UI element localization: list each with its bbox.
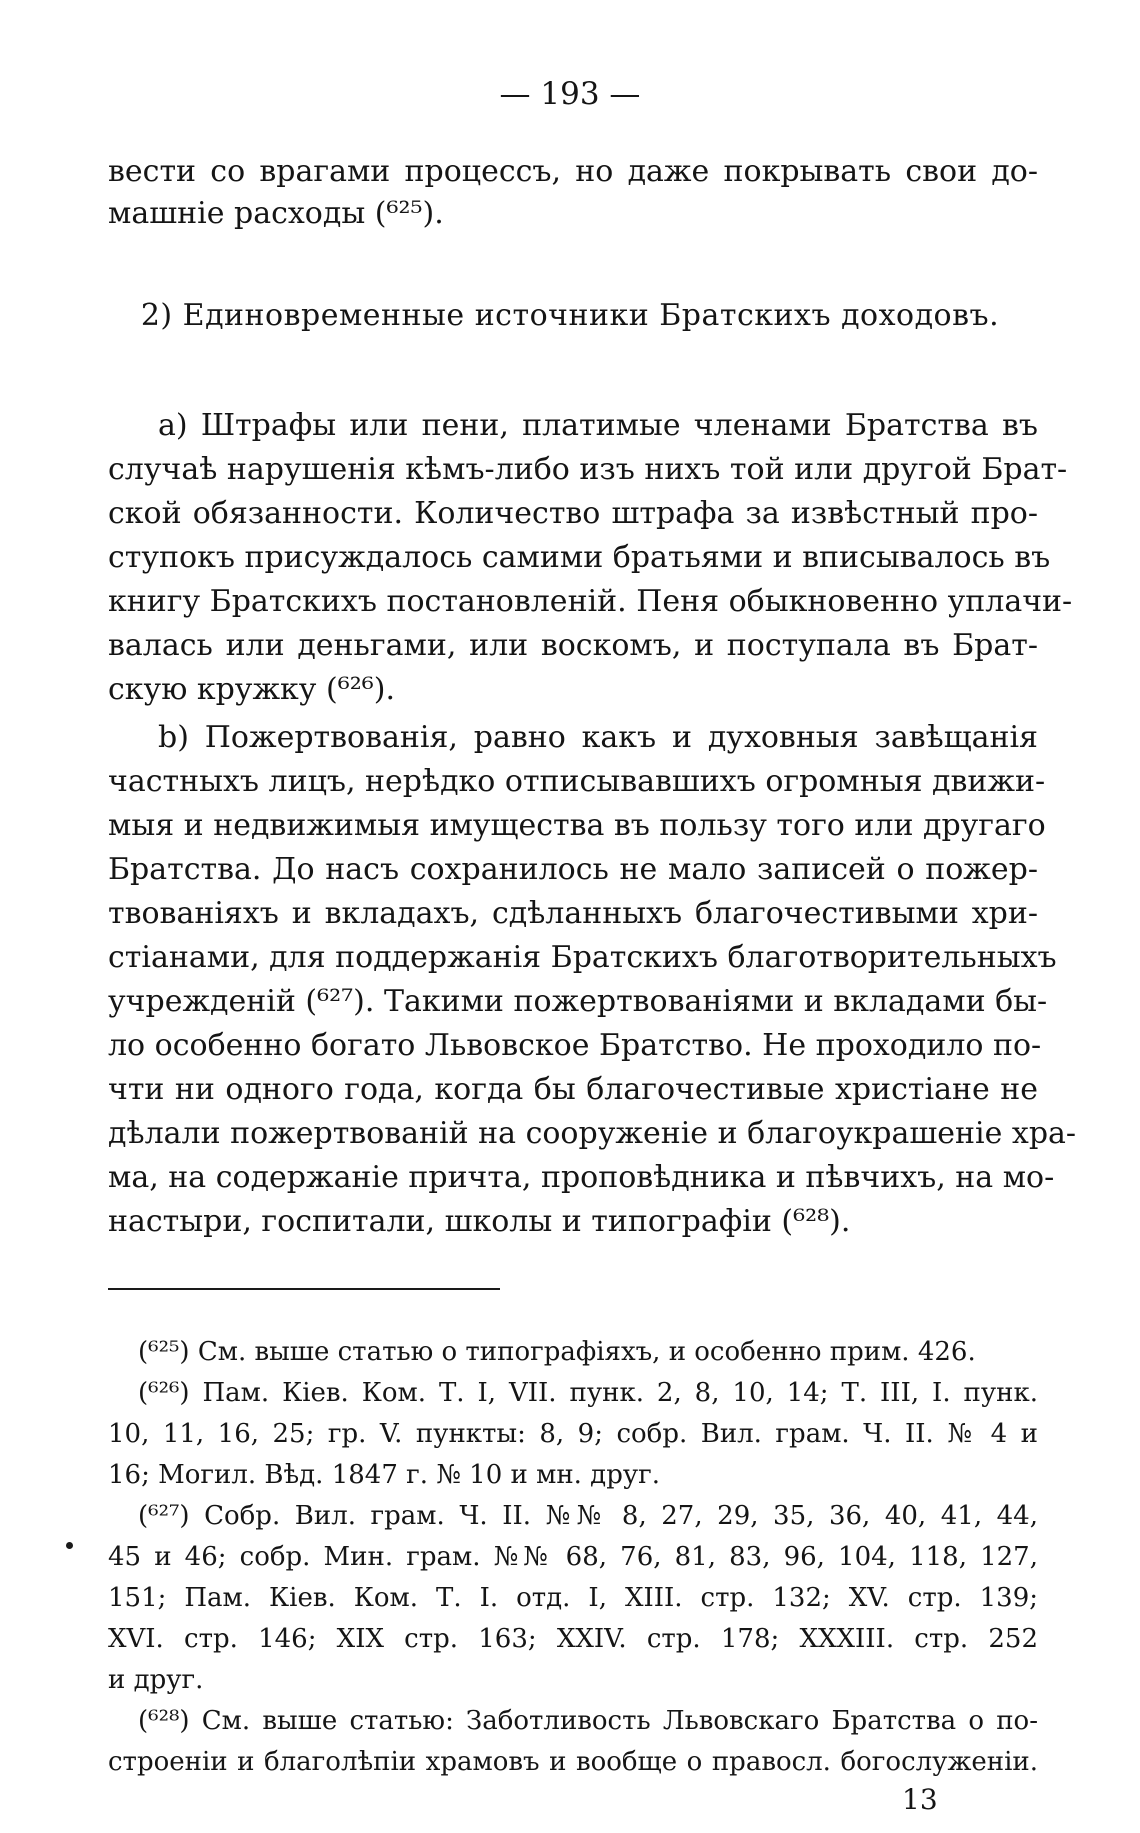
body-line: дѣлали пожертвованій на сооруженіе и благоукрашеніе хра- <box>108 1116 1077 1151</box>
footnote-line: 151; Пам. Кіев. Ком. Т. I. отд. I, XIII. стр. 132; XV. стр. 139; <box>108 1583 1038 1613</box>
page-number: — 193 — <box>499 76 641 112</box>
footnote-divider <box>108 1288 500 1290</box>
body-line: Братства. До насъ сохранилось не мало записей о пожер- <box>108 852 1038 887</box>
body-line: ма, на содержаніе причта, проповѣдника и пѣвчихъ, на мо- <box>108 1160 1055 1195</box>
section-heading: 2) Единовременные источники Братскихъ доходовъ. <box>140 298 1000 333</box>
footnote-line: (⁶²⁷) Собр. Вил. грам. Ч. II. №№ 8, 27, 29, 35, 36, 40, 41, 44, <box>138 1501 1038 1531</box>
body-line: машніе расходы (⁶²⁵). <box>108 196 444 231</box>
footnote-line: 16; Могил. Вѣд. 1847 г. № 10 и мн. друг. <box>108 1460 661 1490</box>
footnote-line: (⁶²⁸) См. выше статью: Заботливость Львовскаго Братства о по- <box>138 1706 1038 1736</box>
footnote-line: 45 и 46; собр. Мин. грам. №№ 68, 76, 81, 83, 96, 104, 118, 127, <box>108 1542 1038 1572</box>
body-line: ло особенно богато Львовское Братство. Не проходило по- <box>108 1028 1042 1063</box>
body-line: случаѣ нарушенія кѣмъ-либо изъ нихъ той или другой Брат- <box>108 452 1068 487</box>
body-line: валась или деньгами, или воскомъ, и поступала въ Брат- <box>108 628 1038 663</box>
body-line: ской обязанности. Количество штрафа за извѣстный про- <box>108 496 1038 531</box>
body-line: стіанами, для поддержанія Братскихъ благотворительныхъ <box>108 940 1057 975</box>
footnote-line: и друг. <box>108 1665 204 1695</box>
footnote-line: XVI. стр. 146; XIX стр. 163; XXIV. стр. 178; XXXIII. стр. 252 <box>108 1624 1038 1654</box>
body-line: вести со врагами процессъ, но даже покрывать свои до- <box>108 154 1038 189</box>
body-line: частныхъ лицъ, нерѣдко отписывавшихъ огромныя движи- <box>108 764 1046 799</box>
signature-mark: 13 <box>902 1783 938 1816</box>
body-line: твованіяхъ и вкладахъ, сдѣланныхъ благочестивыми хри- <box>108 896 1038 931</box>
body-line: b) Пожертвованія, равно какъ и духовныя завѣщанія <box>158 720 1038 755</box>
body-line: настыри, госпитали, школы и типографіи (⁶²⁸). <box>108 1204 851 1239</box>
body-line: ступокъ присуждалось самими братьями и вписывалось въ <box>108 540 1051 575</box>
ink-speck <box>66 1542 73 1549</box>
footnote-line: 10, 11, 16, 25; гр. V. пункты: 8, 9; собр. Вил. грам. Ч. II. № 4 и <box>108 1419 1038 1449</box>
body-line: скую кружку (⁶²⁶). <box>108 672 396 707</box>
footnote-line: (⁶²⁶) Пам. Кіев. Ком. Т. I, VII. пунк. 2, 8, 10, 14; Т. III, I. пунк. <box>138 1378 1038 1408</box>
body-line: книгу Братскихъ постановленій. Пеня обыкновенно уплачи- <box>108 584 1073 619</box>
footnote-line: строеніи и благолѣпіи храмовъ и вообще о правосл. богослуженіи. <box>108 1747 1038 1777</box>
body-line: чти ни одного года, когда бы благочестивые христіане не <box>108 1072 1038 1107</box>
body-line: а) Штрафы или пени, платимые членами Братства въ <box>158 408 1038 443</box>
body-line: мыя и недвижимыя имущества въ пользу того или другаго <box>108 808 1046 843</box>
footnote-line: (⁶²⁵) См. выше статью о типографіяхъ, и особенно прим. 426. <box>138 1337 976 1367</box>
body-line: учрежденій (⁶²⁷). Такими пожертвованіями и вкладами бы- <box>108 984 1048 1019</box>
